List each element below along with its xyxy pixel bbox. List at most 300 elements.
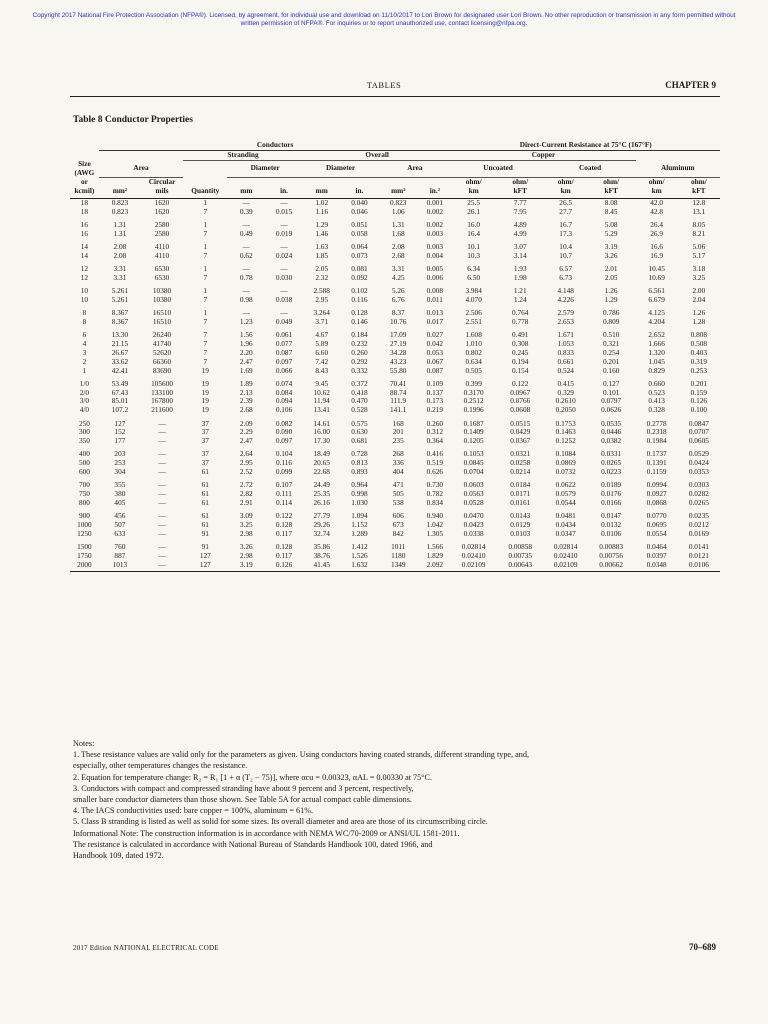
cell-s-mm: 2.91 xyxy=(239,497,253,507)
cell-c-km: 0.2050 xyxy=(555,405,576,415)
kft-label: kFT xyxy=(496,187,545,198)
cell-al-km: 10.69 xyxy=(648,272,665,282)
informational-note: Informational Note: The construction information is in accordance with NEMA WC/70-2009 or ANSI/UL 1581-2011. xyxy=(73,828,460,838)
cell-size: 2/0 xyxy=(79,387,90,397)
cell-c-kft: 0.0265 xyxy=(601,458,622,468)
cell-size: 1250 xyxy=(77,528,92,538)
cell-cmil: — xyxy=(158,497,166,507)
cell-a-mm2: 34.28 xyxy=(390,347,407,357)
cell-s-in: 0.107 xyxy=(275,480,293,490)
kcmil-label: kcmil) xyxy=(70,187,99,198)
cell-o-mm: 20.65 xyxy=(313,458,330,468)
cell-s-in: 0.126 xyxy=(265,561,303,572)
running-header xyxy=(0,80,768,94)
cell-u-kft: 0.0171 xyxy=(510,489,531,499)
cell-s-mm: 3.19 xyxy=(227,561,265,572)
cell-c-kft: 0.0331 xyxy=(601,449,622,459)
cell-qty: 7 xyxy=(203,272,208,282)
cell-a-in2: 0.109 xyxy=(426,378,444,388)
cell-u-km: 0.02410 xyxy=(461,550,486,560)
cell-qty: 61 xyxy=(201,497,209,507)
conductor-properties-table xyxy=(70,141,720,572)
cell-a-mm2: 168 xyxy=(392,418,404,428)
cell-s-mm: 2.98 xyxy=(239,528,253,538)
cell-a-in2: 0.834 xyxy=(426,497,444,507)
mm-label: mm xyxy=(303,187,341,198)
table-row xyxy=(70,296,720,305)
cell-c-kft: 0.160 xyxy=(602,365,620,375)
cell-o-mm: 2.32 xyxy=(315,272,329,282)
cell-size: 600 xyxy=(78,467,90,476)
cell-a-mm2: 3.31 xyxy=(391,264,405,274)
cell-a-mm2: 201 xyxy=(392,427,404,437)
table-row xyxy=(70,561,720,572)
cell-c-km: 0.0732 xyxy=(555,467,576,476)
cell-size: 400 xyxy=(78,449,90,459)
cell-qty: 61 xyxy=(201,519,209,529)
cell-al-km: 0.2778 xyxy=(646,418,667,428)
cell-a-mm2: 17.09 xyxy=(390,330,407,340)
cell-al-km: 0.2318 xyxy=(646,427,667,437)
cell-mm2: 304 xyxy=(114,467,126,476)
cell-o-in: 0.893 xyxy=(351,467,368,476)
cell-u-kft: 0.154 xyxy=(512,365,529,375)
cell-u-kft: 0.0967 xyxy=(510,387,531,397)
cell-s-mm: 2.09 xyxy=(239,418,253,428)
cell-al-kft: 12.8 xyxy=(692,197,706,207)
cell-c-km: 0.415 xyxy=(557,378,574,388)
cell-a-in2: 0.002 xyxy=(426,206,444,216)
cell-a-mm2: 1.06 xyxy=(391,206,405,216)
cell-mm2: 8.367 xyxy=(111,308,129,318)
cell-o-in: 0.184 xyxy=(351,330,368,340)
cell-a-in2: 0.006 xyxy=(426,272,444,282)
cell-s-mm: — xyxy=(242,241,250,251)
cell-mm2: 2.08 xyxy=(113,250,127,260)
cell-s-in: 0.019 xyxy=(275,228,293,238)
cell-u-km: 25.5 xyxy=(467,197,481,207)
cell-c-kft: 0.0106 xyxy=(601,528,622,538)
cell-qty: 37 xyxy=(201,458,209,468)
copyright-notice: Copyright 2017 National Fire Protection Association (NFPA®). Licensed, by agreement, for individual use and download on 11/10/2017 to Lori Brown for designated user Lori Brown. No other reproduction or transmission in any form permitted without written permission of NFPA®. For inquiries or to report unauthorized use, contact licensing@nfpa.org. xyxy=(32,12,736,27)
cell-s-in: 0.128 xyxy=(275,519,293,529)
cell-mm2: 760 xyxy=(114,542,126,552)
header-rule xyxy=(70,96,720,97)
cell-s-mm: 2.98 xyxy=(239,550,253,560)
cell-cmil: — xyxy=(158,480,166,490)
conductors-header: Conductors xyxy=(99,141,452,150)
ohm-label: ohm/ xyxy=(690,177,707,187)
cell-o-in: 0.681 xyxy=(351,436,368,446)
cell-mm2: 0.823 xyxy=(111,206,129,216)
cell-a-in2: 1.829 xyxy=(426,550,444,560)
cell-al-km: 42.8 xyxy=(650,206,664,216)
cell-qty: 61 xyxy=(201,480,209,490)
cell-al-km: 0.1159 xyxy=(646,467,667,476)
cell-u-km: 6.34 xyxy=(467,264,481,274)
cell-c-kft: 1.26 xyxy=(604,286,618,296)
cell-qty: 7 xyxy=(203,339,208,349)
cell-al-kft: 0.0605 xyxy=(688,436,709,446)
cell-c-km: 0.02109 xyxy=(545,561,587,572)
cell-cmil: 2580 xyxy=(154,219,170,229)
cell-al-kft: 0.0847 xyxy=(688,418,709,428)
cell-qty: 7 xyxy=(203,356,208,366)
table-row xyxy=(70,477,720,490)
cell-c-kft: 0.510 xyxy=(602,330,620,340)
cell-a-in2: 0.782 xyxy=(426,489,444,499)
table-row xyxy=(70,446,720,459)
cell-a-in2: 0.364 xyxy=(426,436,444,446)
cell-al-kft: 0.0265 xyxy=(688,497,709,507)
cell-c-kft: 0.0147 xyxy=(601,511,622,521)
cell-u-km: 0.3170 xyxy=(463,387,484,397)
kft-label: kFT xyxy=(678,187,720,198)
cell-al-km: 0.1984 xyxy=(646,436,667,446)
cell-al-km: 1.320 xyxy=(648,347,665,357)
cell-s-mm: 2.47 xyxy=(239,356,253,366)
cell-size: 4/0 xyxy=(79,405,90,415)
cell-mm2: 253 xyxy=(114,458,126,468)
mm2-label: mm² xyxy=(378,187,418,198)
cell-cmil: 10380 xyxy=(152,294,172,304)
cell-o-mm: 32.74 xyxy=(313,528,330,538)
cell-o-in: 0.051 xyxy=(351,219,368,229)
cell-c-km: 27.7 xyxy=(559,206,573,216)
cell-al-km: 0.1391 xyxy=(646,458,667,468)
cell-u-kft: 7.77 xyxy=(513,197,527,207)
cell-c-kft: 5.29 xyxy=(604,228,618,238)
cell-al-kft: 0.0212 xyxy=(688,519,709,529)
cell-al-km: 0.660 xyxy=(648,378,665,388)
cell-qty: 19 xyxy=(201,387,209,397)
cell-mm2: 507 xyxy=(114,519,126,529)
cell-size: 250 xyxy=(78,418,90,428)
cell-c-km: 0.329 xyxy=(557,387,574,397)
cell-o-mm: 13.41 xyxy=(313,405,330,415)
cell-cmil: — xyxy=(158,550,166,560)
cell-o-in: 0.058 xyxy=(351,228,368,238)
cell-u-km: 6.50 xyxy=(467,272,481,282)
cell-a-mm2: 43.23 xyxy=(390,356,407,366)
table-row xyxy=(70,468,720,477)
cell-size: 12 xyxy=(80,272,89,282)
cell-s-mm: 2.29 xyxy=(239,427,253,437)
km-label: km xyxy=(545,187,587,198)
cell-cmil: 41740 xyxy=(152,339,172,349)
cell-s-mm: 3.25 xyxy=(239,519,253,529)
cell-mm2: 355 xyxy=(114,480,126,490)
cell-size: 8 xyxy=(82,308,87,318)
cell-o-mm: 35.86 xyxy=(313,542,330,552)
cell-qty: 7 xyxy=(203,294,208,304)
table-row xyxy=(70,499,720,508)
cell-cmil: 105600 xyxy=(151,378,173,388)
chapter-label: CHAPTER 9 xyxy=(665,80,716,90)
in-label: in. xyxy=(341,187,379,198)
cell-al-km: 1.045 xyxy=(648,356,665,366)
cell-al-kft: 0.0169 xyxy=(688,528,709,538)
notes-heading: Notes: xyxy=(73,739,95,748)
cell-s-in: 0.117 xyxy=(275,528,293,538)
cell-c-kft: 0.101 xyxy=(602,387,620,397)
cell-a-in2: 0.013 xyxy=(426,308,444,318)
cell-u-kft: 0.0258 xyxy=(510,458,531,468)
cell-u-km: 0.0528 xyxy=(463,497,484,507)
cell-a-in2: 0.219 xyxy=(426,405,444,415)
cell-cmil: 83690 xyxy=(152,365,172,375)
cell-u-km: 0.0704 xyxy=(463,467,484,476)
aluminum-header: Aluminum xyxy=(636,160,720,178)
cell-c-kft: 8.45 xyxy=(604,206,618,216)
cell-c-kft: 0.0797 xyxy=(601,396,622,406)
cell-size: 18 xyxy=(80,206,89,216)
cell-cmil: 26240 xyxy=(152,330,172,340)
cell-u-km: 0.0563 xyxy=(463,489,484,499)
cell-s-mm: 2.95 xyxy=(239,458,253,468)
cell-a-mm2: 88.74 xyxy=(390,387,407,397)
cell-qty: 127 xyxy=(199,550,211,560)
cell-al-km: 0.0927 xyxy=(646,489,667,499)
cell-c-kft: 0.0626 xyxy=(601,405,622,415)
table-row xyxy=(70,406,720,415)
cell-o-mm: 10.62 xyxy=(313,387,330,397)
cell-o-in: 0.046 xyxy=(351,206,368,216)
cell-o-mm: 17.30 xyxy=(313,436,330,446)
cell-s-in: 0.090 xyxy=(275,427,293,437)
cell-al-kft: 0.0141 xyxy=(688,542,709,552)
cell-s-in: 0.097 xyxy=(275,356,293,366)
cell-size: 2 xyxy=(82,356,87,366)
cell-u-kft: 3.14 xyxy=(513,250,527,260)
cell-qty: 1 xyxy=(203,308,208,318)
cell-mm2: 177 xyxy=(114,436,126,446)
cell-a-in2: 0.053 xyxy=(426,347,444,357)
cell-o-in: 0.470 xyxy=(351,396,368,406)
cell-al-km: 6.561 xyxy=(648,286,665,296)
cell-mm2: 107.2 xyxy=(111,405,129,415)
cell-o-in: 0.064 xyxy=(351,241,368,251)
cell-c-km: 4.226 xyxy=(557,294,574,304)
cell-s-mm: 1.96 xyxy=(239,339,253,349)
cell-mm2: 3.31 xyxy=(113,264,127,274)
cell-a-in2: 0.260 xyxy=(426,418,444,428)
cell-cmil: — xyxy=(158,418,166,428)
cell-cmil: 133100 xyxy=(151,387,173,397)
cell-al-km: 0.0397 xyxy=(646,550,667,560)
cell-o-in: 0.073 xyxy=(351,250,368,260)
note-3: 3. Conductors with compact and compressed stranding have about 9 percent and 3 percent, respectively, xyxy=(73,783,414,793)
cell-al-kft: 0.808 xyxy=(690,330,708,340)
cell-al-kft: 1.28 xyxy=(692,317,706,327)
cell-al-kft: 0.0529 xyxy=(688,449,709,459)
cell-c-km: 0.661 xyxy=(557,356,574,366)
cell-c-kft: 0.0176 xyxy=(601,489,622,499)
cell-mm2: 5.261 xyxy=(111,294,129,304)
cell-s-in: 0.024 xyxy=(275,250,293,260)
cell-cmil: — xyxy=(158,427,166,437)
size-header: Size (AWG xyxy=(74,159,95,177)
cell-size: 900 xyxy=(78,511,90,521)
cell-al-kft: 0.126 xyxy=(690,396,708,406)
cell-al-km: 0.0348 xyxy=(636,561,678,572)
cell-o-in: 0.418 xyxy=(351,387,368,397)
cell-c-kft: 5.08 xyxy=(604,219,618,229)
cell-c-km: 6.57 xyxy=(559,264,573,274)
cell-s-in: 0.106 xyxy=(275,405,293,415)
cell-al-kft: 5.06 xyxy=(692,241,706,251)
cell-qty: 7 xyxy=(203,347,208,357)
cell-s-mm: — xyxy=(242,308,250,318)
cell-c-km: 0.833 xyxy=(557,347,574,357)
cell-s-mm: 0.62 xyxy=(239,250,253,260)
cell-c-kft: 0.00883 xyxy=(599,542,624,552)
cell-u-km: 1.010 xyxy=(465,339,482,349)
cell-al-km: 0.413 xyxy=(648,396,665,406)
cell-qty: 91 xyxy=(201,542,209,552)
cell-a-mm2: 10.76 xyxy=(390,317,407,327)
cell-qty: 37 xyxy=(201,427,209,437)
cell-size: 12 xyxy=(80,264,89,274)
cell-c-kft: 0.127 xyxy=(602,378,620,388)
cell-u-km: 10.3 xyxy=(467,250,481,260)
cell-mm2: 1.31 xyxy=(113,228,127,238)
cell-c-kft: 0.321 xyxy=(602,339,620,349)
cell-u-km: 2.551 xyxy=(465,317,482,327)
cell-a-in2: 0.005 xyxy=(426,264,444,274)
cell-o-mm: 1.46 xyxy=(315,228,329,238)
cell-u-km: 2.506 xyxy=(465,308,482,318)
table-row xyxy=(70,415,720,428)
cell-c-kft: 0.0189 xyxy=(601,480,622,490)
cell-c-km: 0.0481 xyxy=(555,511,576,521)
cell-a-in2: 1.305 xyxy=(426,528,444,538)
cell-o-mm: 1.85 xyxy=(315,250,329,260)
cell-o-mm: 16.00 xyxy=(313,427,330,437)
cell-qty: 7 xyxy=(203,330,208,340)
cell-u-km: 10.1 xyxy=(467,241,481,251)
cell-a-in2: 1.566 xyxy=(426,542,444,552)
note-2: 2. Equation for temperature change: R₂ = R₁ [1 + α (T₂ − 75)], where αcu = 0.00323, αAL = 0.00330 at 75°C. xyxy=(73,772,432,782)
cell-cmil: — xyxy=(158,467,166,476)
cell-a-in2: 1.042 xyxy=(426,519,444,529)
cell-s-in: 0.030 xyxy=(275,272,293,282)
cell-u-km: 16.0 xyxy=(467,219,481,229)
cell-s-in: 0.111 xyxy=(276,489,292,499)
cell-size: 700 xyxy=(78,480,90,490)
cell-s-in: — xyxy=(280,197,288,207)
cell-al-km: 26.9 xyxy=(650,228,664,238)
cell-o-in: 0.232 xyxy=(351,339,368,349)
cell-qty: 127 xyxy=(183,561,227,572)
cell-mm2: 1013 xyxy=(99,561,141,572)
cell-s-mm: 0.49 xyxy=(239,228,253,238)
cell-a-mm2: 538 xyxy=(392,497,404,507)
cell-cmil: — xyxy=(158,436,166,446)
cell-o-in: 0.146 xyxy=(351,317,368,327)
cell-u-km: 0.634 xyxy=(465,356,482,366)
cell-size: 1750 xyxy=(77,550,92,560)
page-number: 70–689 xyxy=(689,942,716,952)
cell-c-km: 0.2610 xyxy=(555,396,576,406)
cell-al-km: 10.45 xyxy=(648,264,665,274)
cell-u-km: 0.0470 xyxy=(463,511,484,521)
cell-s-in: 0.097 xyxy=(275,436,293,446)
footer-edition: 2017 Edition NATIONAL ELECTRICAL CODE xyxy=(73,944,219,952)
cell-u-kft: 0.491 xyxy=(512,330,529,340)
cell-a-in2: 0.008 xyxy=(426,286,444,296)
cell-al-km: 0.0695 xyxy=(646,519,667,529)
table-row xyxy=(70,530,720,539)
cell-c-km: 0.0869 xyxy=(555,458,576,468)
cell-qty: 1 xyxy=(203,264,208,274)
cell-o-mm: 2.05 xyxy=(315,264,329,274)
cell-mm2: 405 xyxy=(114,497,126,507)
cell-s-in: 0.104 xyxy=(275,449,293,459)
cell-a-in2: 0.017 xyxy=(426,317,444,327)
cell-size: 750 xyxy=(78,489,90,499)
cell-s-mm: 2.20 xyxy=(239,347,253,357)
cell-a-in2: 0.003 xyxy=(426,241,444,251)
cell-cmil: — xyxy=(158,528,166,538)
cell-s-mm: 2.47 xyxy=(239,436,253,446)
cell-s-mm: 3.26 xyxy=(239,542,253,552)
cell-a-mm2: 8.37 xyxy=(391,308,405,318)
cell-c-kft: 3.26 xyxy=(604,250,618,260)
cell-al-km: 4.125 xyxy=(648,308,665,318)
cell-c-km: 6.73 xyxy=(559,272,573,282)
cell-o-mm: 2.588 xyxy=(313,286,330,296)
cell-cmil: 16510 xyxy=(152,317,172,327)
cell-al-km: 0.829 xyxy=(648,365,665,375)
cell-size: 1 xyxy=(82,365,87,375)
cell-qty: 91 xyxy=(201,528,209,538)
cell-al-km: 0.0994 xyxy=(646,480,667,490)
cell-u-kft: 0.122 xyxy=(512,378,529,388)
cell-c-km: 17.3 xyxy=(559,228,573,238)
cell-c-kft: 0.254 xyxy=(602,347,620,357)
cell-u-kft: 0.245 xyxy=(512,347,529,357)
overall-header: Overall xyxy=(303,150,452,160)
cell-u-kft: 3.07 xyxy=(513,241,527,251)
cell-cmil: — xyxy=(158,542,166,552)
cell-a-mm2: 471 xyxy=(392,480,404,490)
cell-mm2: 5.261 xyxy=(111,286,129,296)
cell-c-kft: 0.0166 xyxy=(601,497,622,507)
cell-c-km: 0.02814 xyxy=(553,542,578,552)
cell-u-kft: 0.0143 xyxy=(510,511,531,521)
cell-qty: 19 xyxy=(201,396,209,406)
cell-o-mm: 24.49 xyxy=(313,480,330,490)
cell-al-kft: 3.18 xyxy=(692,264,706,274)
cell-u-kft: 7.95 xyxy=(513,206,527,216)
cell-u-km: 0.399 xyxy=(465,378,482,388)
mm2-label: mm² xyxy=(99,187,141,198)
cell-c-km: 26.5 xyxy=(559,197,573,207)
cell-u-km: 0.02814 xyxy=(461,542,486,552)
cell-u-km: 0.1205 xyxy=(463,436,484,446)
cell-c-kft: 0.809 xyxy=(602,317,620,327)
cell-c-km: 16.7 xyxy=(559,219,573,229)
cell-a-in2: 0.519 xyxy=(426,458,444,468)
cell-al-kft: 0.100 xyxy=(690,405,708,415)
cell-qty: 7 xyxy=(203,228,208,238)
cell-u-kft: 1.98 xyxy=(513,272,527,282)
cell-s-mm: — xyxy=(242,264,250,274)
cell-o-mm: 3.71 xyxy=(315,317,329,327)
cell-u-kft: 0.0129 xyxy=(510,519,531,529)
cell-size: 1/0 xyxy=(79,378,90,388)
